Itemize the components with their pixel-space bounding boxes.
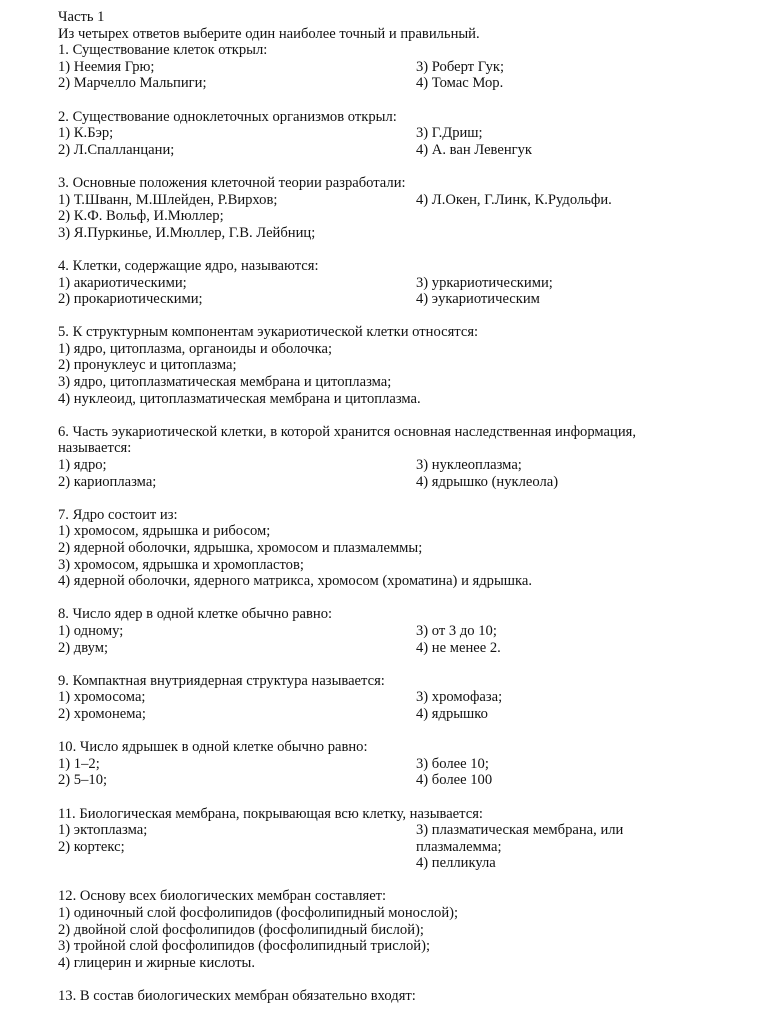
question-text: 1. Существование клеток открыл:: [58, 42, 268, 59]
answer-option: 1) эктоплазма;: [58, 822, 148, 839]
answer-option: 2) прокариотическими;: [58, 291, 203, 308]
answer-option: 3) Я.Пуркинье, И.Мюллер, Г.В. Лейбниц;: [58, 224, 316, 241]
option-row: [58, 640, 738, 657]
answer-option: 2) Марчелло Мальпиги;: [58, 75, 207, 92]
document-page: [58, 9, 738, 1021]
answer-option: 2) кариоплазма;: [58, 473, 157, 490]
question-text: 8. Число ядер в одной клетке обычно равно:: [58, 606, 333, 623]
answer-option: 3) более 10;: [416, 755, 489, 772]
answer-option: 1) хромосом, ядрышка и рибосом;: [58, 523, 271, 540]
answer-option: [416, 225, 738, 242]
answer-option: 1) Т.Шванн, М.Шлейден, Р.Вирхов;: [58, 191, 278, 208]
question-11: [58, 806, 738, 872]
options-left-column: [58, 822, 416, 872]
question-10: [58, 739, 738, 789]
option-row: [58, 474, 738, 491]
answer-option: 2) хромонема;: [58, 705, 146, 722]
answer-option: 1) хромосома;: [58, 689, 146, 706]
part-title: Часть 1: [58, 9, 105, 25]
question-text: 4. Клетки, содержащие ядро, называются:: [58, 257, 319, 274]
question-6: [58, 424, 738, 490]
answer-option: 2) двум;: [58, 639, 109, 656]
question-text: 13. В состав биологических мембран обязательно входят:: [58, 988, 416, 1005]
answer-option: 3) нуклеоплазма;: [416, 457, 522, 474]
question-text: 9. Компактная внутриядерная структура называется:: [58, 672, 385, 689]
answer-option: 3) Роберт Гук;: [416, 58, 505, 75]
answer-option: 1) Неемия Грю;: [58, 58, 155, 75]
question-1: [58, 42, 738, 92]
options-right-column: [416, 822, 738, 872]
answer-option: 1) ядро;: [58, 457, 107, 474]
option-row: [58, 59, 738, 76]
answer-option: 4) ядерной оболочки, ядерного матрикса, хромосом (хроматина) и ядрышка.: [58, 573, 532, 590]
question-text: 5. К структурным компонентам эукариотической клетки относятся:: [58, 324, 479, 341]
question-12: [58, 888, 738, 971]
answer-option: 1) К.Бэр;: [58, 125, 114, 142]
option-columns: [58, 822, 738, 872]
answer-option: 1) акариотическими;: [58, 274, 187, 291]
question-5: [58, 324, 738, 407]
answer-option: 1) одному;: [58, 622, 124, 639]
answer-option: 3) ядро, цитоплазматическая мембрана и цитоплазма;: [58, 374, 392, 391]
question-9: [58, 673, 738, 723]
question-4: [58, 258, 738, 308]
answer-option: 3) уркариотическими;: [416, 274, 553, 291]
question-text: 7. Ядро состоит из:: [58, 506, 178, 523]
option-row: [58, 275, 738, 292]
answer-option: 4) эукариотическим: [416, 291, 540, 308]
answer-option: 2) кортекс;: [58, 838, 125, 855]
answer-option: 3) тройной слой фосфолипидов (фосфолипидный трислой);: [58, 938, 430, 955]
answer-option: 4) более 100: [416, 772, 493, 789]
question-text: 2. Существование одноклеточных организмов открыл:: [58, 108, 397, 125]
option-row: [58, 291, 738, 308]
option-row: [58, 772, 738, 789]
option-row: [58, 457, 738, 474]
option-row: [58, 142, 738, 159]
option-row: [58, 208, 738, 225]
answer-option: 3) хромофаза;: [416, 689, 503, 706]
answer-option: плазмалемма;: [416, 838, 502, 855]
answer-option: 4) не менее 2.: [416, 639, 501, 656]
answer-option: 2) ядерной оболочки, ядрышка, хромосом и плазмалеммы;: [58, 540, 423, 556]
question-list: [58, 42, 738, 1004]
answer-option: 3) хромосом, ядрышка и хромопластов;: [58, 556, 304, 573]
option-row: [58, 225, 738, 242]
question-text: 12. Основу всех биологических мембран составляет:: [58, 888, 387, 905]
answer-option: 4) пелликула: [416, 855, 496, 872]
question-text-continued: называется:: [58, 440, 132, 457]
answer-option: 1) одиночный слой фосфолипидов (фосфолипидный монослой);: [58, 905, 459, 922]
answer-option: 2) К.Ф. Вольф, И.Мюллер;: [58, 208, 224, 225]
question-2: [58, 109, 738, 159]
answer-option: 2) Л.Спалланцани;: [58, 141, 175, 158]
answer-option: 4) ядрышко: [416, 705, 488, 722]
option-row: [58, 756, 738, 773]
instruction: Из четырех ответов выберите один наиболее точный и правильный.: [58, 25, 480, 42]
answer-option: 4) глицерин и жирные кислоты.: [58, 954, 255, 971]
answer-option: 1) ядро, цитоплазма, органоиды и оболочка;: [58, 340, 333, 357]
option-row: [58, 706, 738, 723]
option-row: [58, 75, 738, 92]
question-3: [58, 175, 738, 241]
option-row: [58, 125, 738, 142]
question-text: 3. Основные положения клеточной теории разработали:: [58, 174, 406, 191]
answer-option: 4) А. ван Левенгук: [416, 141, 533, 158]
answer-option: 2) 5–10;: [58, 772, 108, 789]
option-row: [58, 192, 738, 209]
answer-option: 4) Томас Мор.: [416, 75, 504, 92]
answer-option: 4) Л.Окен, Г.Линк, К.Рудольфи.: [416, 191, 612, 208]
option-row: [58, 623, 738, 640]
question-8: [58, 606, 738, 656]
question-text: 6. Часть эукариотической клетки, в которой хранится основная наследственная информация,: [58, 423, 636, 440]
option-row: [58, 689, 738, 706]
answer-option: 2) двойной слой фосфолипидов (фосфолипидный бислой);: [58, 921, 424, 938]
question-text: 10. Число ядрышек в одной клетке обычно равно:: [58, 739, 368, 756]
answer-option: 3) Г.Дриш;: [416, 125, 483, 142]
answer-option: 3) плазматическая мембрана, или: [416, 822, 624, 839]
answer-option: 4) ядрышко (нуклеола): [416, 473, 559, 490]
question-7: [58, 507, 738, 590]
answer-option: 2) пронуклеус и цитоплазма;: [58, 357, 237, 374]
answer-option: 4) нуклеоид, цитоплазматическая мембрана и цитоплазма.: [58, 390, 421, 407]
answer-option: 1) 1–2;: [58, 755, 100, 772]
question-13: [58, 988, 738, 1005]
answer-option: 3) от 3 до 10;: [416, 622, 497, 639]
answer-option: [416, 208, 738, 225]
question-text: 11. Биологическая мембрана, покрывающая всю клетку, называется:: [58, 805, 483, 822]
